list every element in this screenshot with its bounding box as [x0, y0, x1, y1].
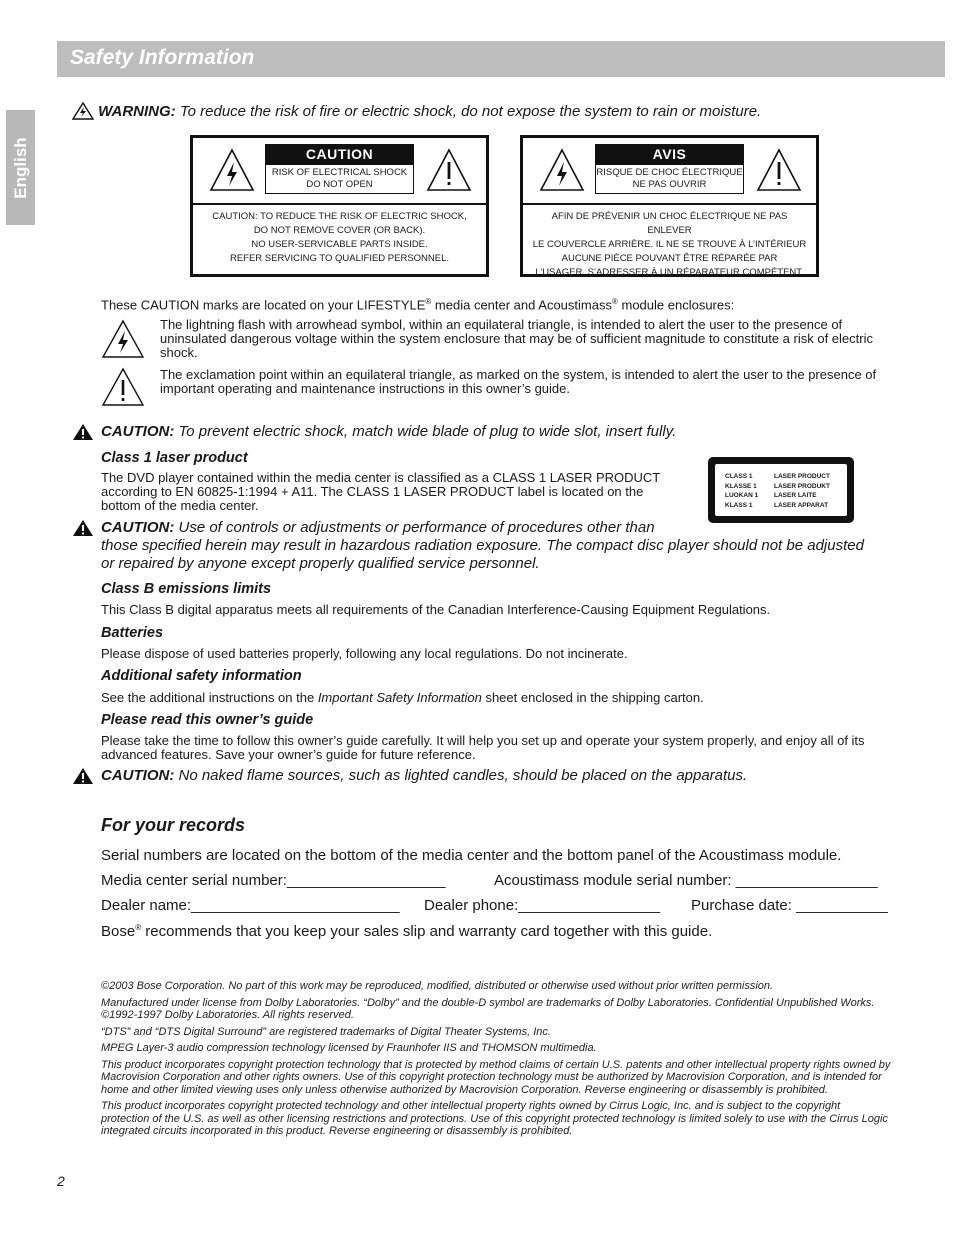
media-serial-field: Media center serial number:___________________	[101, 872, 446, 889]
label-body-line: CAUTION: TO REDUCE THE RISK OF ELECTRIC SHOCK,	[212, 211, 467, 222]
label-body-line: DO NOT REMOVE COVER (OR BACK).	[253, 225, 426, 236]
fine-print-paragraph: This product incorporates copyright protected technology and other intellectual property rights owned by Cirrus Logic, Inc. and is subject to the copyright protection of the U.S. as well as other licensing restrictions and protections. Use of this copyright protected technology is limited solely to use with the Cirrus Logic integrated circuits incorporated in this product. Reverse engineering or disassembly is prohibited.	[101, 1100, 888, 1137]
title-bar	[57, 41, 945, 77]
additional-text-part: See the additional instructions on the	[101, 690, 318, 705]
label-body-line: REFER SERVICING TO QUALIFIED PERSONNEL.	[229, 253, 450, 264]
additional-text	[101, 691, 704, 705]
caution-label: CAUTION:	[101, 423, 175, 440]
laser-product-label	[708, 457, 854, 523]
caution-label: CAUTION:	[101, 519, 175, 536]
page-title: Safety Information	[70, 46, 255, 69]
batteries-heading: Batteries	[101, 625, 164, 641]
label-heading: AVIS	[595, 144, 744, 164]
dealer-name-field: Dealer name:_________________________	[101, 897, 400, 914]
page-number: 2	[57, 1173, 65, 1189]
label-body-line: NO USER-SERVICABLE PARTS INSIDE.	[251, 239, 428, 250]
label-body-line: LE COUVERCLE ARRIÈRE. IL NE SE TROUVE À L’INTÉRIEUR	[532, 239, 807, 250]
label-sub-line: RISQUE DE CHOC ÉLECTRIQUE	[596, 167, 743, 178]
laser-label-col-right	[774, 472, 830, 510]
exclamation-triangle-icon	[756, 148, 802, 192]
exclamation-triangle-icon	[101, 367, 145, 407]
caution-text: Use of controls or adjustments or performance of procedures other than	[178, 519, 655, 536]
caution-icon	[72, 519, 94, 537]
laser-label-text: LASER LAITE	[774, 492, 817, 499]
fine-print-paragraph: “DTS” and “DTS Digital Surround” are registered trademarks of Digital Theater Systems, Inc.	[101, 1025, 551, 1038]
marks-intro-text: module enclosures:	[617, 297, 735, 313]
marks-intro	[101, 295, 734, 312]
records-intro: Serial numbers are located on the bottom of the media center and the bottom panel of the Acoustimass module.	[101, 847, 842, 864]
label-body-line: L’USAGER. S’ADRESSER À UN RÉPARATEUR COMPÉTENT.	[535, 267, 804, 278]
laser-label-inner	[715, 464, 847, 516]
label-top	[523, 138, 816, 205]
caution-flame	[101, 767, 747, 785]
fine-print-paragraph: Manufactured under license from Dolby Laboratories. “Dolby” and the double-D symbol are trademarks of Dolby Laboratories. Confidential Unpublished Works. ©1992-1997 Dolby Laboratories. All rights reserved.	[101, 996, 875, 1021]
marks-intro-text: media center and Acoustimass	[431, 297, 612, 313]
laser-heading: Class 1 laser product	[101, 450, 248, 466]
exclamation-description: The exclamation point within an equilateral triangle, as marked on the system, is intended to alert the user to the presence of important operating and maintenance instructions in this owner’s guide.	[160, 367, 877, 396]
fine-print-paragraph: MPEG Layer-3 audio compression technology licensed by Fraunhofer IIS and THOMSON multimedia.	[101, 1042, 597, 1054]
caution-label-fr	[520, 135, 819, 277]
lightning-description: The lightning flash with arrowhead symbol, within an equilateral triangle, is intended to alert the user to the presence of uninsulated dangerous voltage within the system enclosure that may be of sufficient magnitude to constitute a risk of electric shock.	[160, 317, 873, 360]
warning-line	[72, 102, 761, 120]
caution-text: those specified herein may result in hazardous radiation exposure. The compact disc player should not be adjusted	[101, 537, 864, 554]
language-tab-label: English	[10, 136, 30, 199]
caution-laser-line3	[101, 555, 540, 573]
label-sub-line: RISK OF ELECTRICAL SHOCK	[271, 167, 408, 178]
additional-heading: Additional safety information	[101, 668, 302, 684]
laser-label-text: KLASS 1	[725, 501, 753, 509]
label-body	[529, 210, 810, 280]
caution-icon	[72, 767, 94, 785]
dealer-phone-field: Dealer phone:_________________	[424, 897, 661, 914]
fine-print-paragraph: This product incorporates copyright protection technology that is protected by method claims of certain U.S. patents and other intellectual property rights owned by Macrovision Corporation and other rights owners. Use of this copyright protection technology must be authorized by Macrovision Corporation, and is intended for home and other limited viewing uses only unless otherwise authorized by Macrovision Corporation. Reverse engineering or disassembly is prohibited.	[101, 1058, 891, 1096]
label-subtext	[265, 164, 414, 194]
label-body	[199, 210, 480, 266]
caution-text: or repaired by anyone except properly qualified service personnel.	[101, 555, 540, 572]
laser-label-text: LASER APPARAT	[774, 501, 829, 509]
language-tab	[6, 110, 35, 225]
laser-label-text: LUOKAN 1	[725, 492, 759, 499]
label-sub-line: DO NOT OPEN	[306, 179, 373, 190]
batteries-text: Please dispose of used batteries properly, following any local regulations. Do not incinerate.	[101, 646, 628, 661]
registered-mark: ®	[611, 297, 618, 306]
exclamation-triangle-icon	[426, 148, 472, 192]
lightning-triangle-icon	[209, 148, 255, 192]
laser-label-text: KLASSE 1	[725, 482, 757, 490]
caution-text: To prevent electric shock, match wide blade of plug to wide slot, insert fully.	[178, 423, 677, 440]
label-subtext	[595, 164, 744, 194]
caution-icon	[72, 423, 94, 441]
label-body-line: AUCUNE PIÈCE POUVANT ÊTRE RÉPARÉE PAR	[561, 253, 778, 264]
caution-text: No naked flame sources, such as lighted candles, should be placed on the apparatus.	[178, 767, 748, 784]
guide-text: Please take the time to follow this owner’s guide carefully. It will help you set up and operate your system properly, and enjoy all of its advanced features. Save your owner’s guide for future reference.	[101, 733, 865, 762]
caution-plug	[101, 423, 676, 441]
label-body-line: AFIN DE PRÉVENIR UN CHOC ÉLECTRIQUE NE PAS ENLEVER	[551, 211, 788, 236]
classb-heading: Class B emissions limits	[101, 581, 272, 597]
purchase-date-field: Purchase date: ___________	[691, 897, 888, 914]
laser-label-text: LASER PRODUCT	[774, 473, 830, 480]
label-heading: CAUTION	[265, 144, 414, 164]
caution-label: CAUTION:	[101, 767, 175, 784]
fine-print-paragraph: ©2003 Bose Corporation. No part of this work may be reproduced, modified, distributed or otherwise used without prior written permission.	[101, 980, 774, 992]
fine-print	[101, 980, 891, 1138]
label-sub-line: NE PAS OUVRIR	[632, 179, 707, 190]
laser-text: The DVD player contained within the media center is classified as a CLASS 1 LASER PRODUCT according to EN 60825-1:1994 + A11. The CLASS 1 LASER PRODUCT label is located on the bottom of the media center.	[101, 470, 661, 513]
caution-laser-line2	[101, 537, 864, 555]
laser-label-col-left	[725, 472, 758, 510]
bose-recommendation	[101, 923, 712, 940]
caution-label-en	[190, 135, 489, 277]
laser-label-text: LASER PRODUKT	[774, 482, 830, 490]
additional-text-part: sheet enclosed in the shipping carton.	[481, 690, 704, 705]
marks-intro-text: These CAUTION marks are located on your LIFESTYLE	[101, 297, 426, 313]
warning-label: WARNING:	[98, 103, 176, 120]
classb-text: This Class B digital apparatus meets all requirements of the Canadian Interference-Causing Equipment Regulations.	[101, 602, 771, 617]
important-safety-info-title: Important Safety Information	[317, 690, 482, 705]
bose-recommendation-text: recommends that you keep your sales slip and warranty card together with this guide.	[141, 923, 713, 940]
lightning-triangle-icon	[539, 148, 585, 192]
guide-heading: Please read this owner’s guide	[101, 712, 314, 728]
lightning-triangle-icon	[101, 319, 145, 359]
label-top	[193, 138, 486, 205]
laser-label-text: CLASS 1	[725, 473, 753, 480]
warning-text: To reduce the risk of fire or electric shock, do not expose the system to rain or moisture.	[179, 103, 762, 120]
acoustimass-serial-field: Acoustimass module serial number: _________________	[494, 872, 878, 889]
registered-mark: ®	[425, 297, 432, 306]
records-heading: For your records	[101, 815, 246, 835]
bose-brand: Bose	[101, 923, 136, 940]
caution-laser	[101, 519, 655, 537]
registered-mark: ®	[135, 923, 142, 932]
warning-icon	[72, 102, 94, 120]
